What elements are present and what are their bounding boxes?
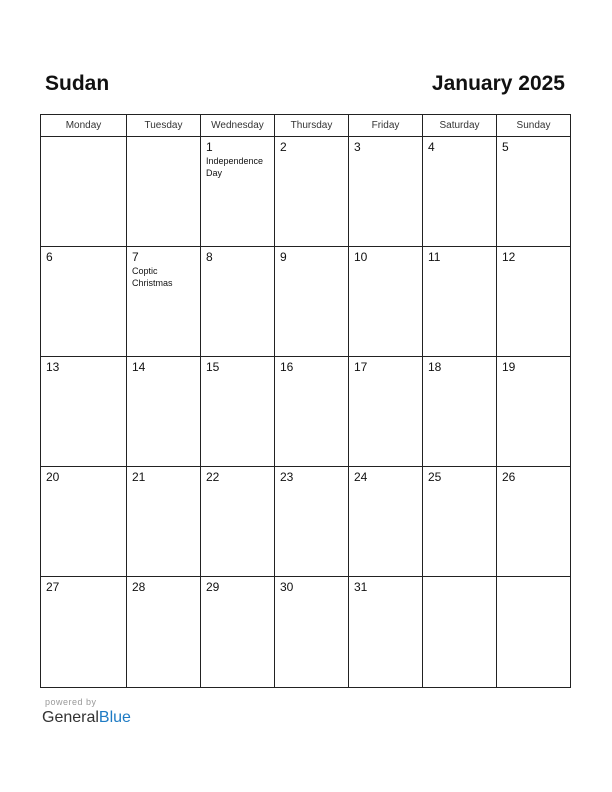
day-cell-tuesday [127, 137, 201, 247]
day-cell-saturday [423, 577, 497, 687]
day-cell-wednesday [201, 467, 275, 577]
day-number: 7 [132, 250, 139, 264]
day-number: 9 [280, 250, 287, 264]
holiday-label: Independence Day [206, 156, 264, 178]
logo-text-general: General [42, 709, 99, 726]
powered-by-label: powered by [45, 697, 97, 707]
day-number: 1 [206, 140, 213, 154]
generalblue-logo [42, 708, 131, 728]
day-number: 24 [354, 470, 368, 484]
day-cell-tuesday [127, 247, 201, 357]
day-cell-monday [41, 577, 127, 687]
day-number: 13 [46, 360, 60, 374]
day-number: 4 [428, 140, 435, 154]
month-year-title: January 2025 [431, 72, 565, 95]
logo-text-blue: Blue [98, 709, 131, 726]
day-cell-monday [41, 247, 127, 357]
day-cell-tuesday [127, 467, 201, 577]
day-cell-thursday [275, 467, 349, 577]
day-cell-friday [349, 137, 423, 247]
day-number: 10 [354, 250, 368, 264]
day-cell-sunday [497, 467, 570, 577]
day-cell-friday [349, 247, 423, 357]
day-cell-thursday [275, 577, 349, 687]
weekday-header-thursday: Thursday [275, 115, 349, 137]
day-number: 16 [280, 360, 294, 374]
day-cell-sunday [497, 137, 570, 247]
weekday-header-saturday: Saturday [423, 115, 497, 137]
day-number: 20 [46, 470, 60, 484]
day-cell-friday [349, 467, 423, 577]
weekday-header-wednesday: Wednesday [201, 115, 275, 137]
day-number: 31 [354, 580, 368, 594]
weekday-header-tuesday: Tuesday [127, 115, 201, 137]
day-number: 28 [132, 580, 146, 594]
day-number: 25 [428, 470, 442, 484]
day-number: 27 [46, 580, 60, 594]
day-number: 11 [428, 250, 441, 264]
day-cell-saturday [423, 137, 497, 247]
day-cell-sunday [497, 247, 570, 357]
day-number: 2 [280, 140, 287, 154]
day-cell-sunday [497, 357, 570, 467]
day-cell-wednesday [201, 247, 275, 357]
day-cell-friday [349, 577, 423, 687]
day-number: 5 [502, 140, 509, 154]
day-number: 21 [132, 470, 146, 484]
day-cell-monday [41, 357, 127, 467]
calendar-grid [40, 114, 571, 688]
day-cell-sunday [497, 577, 570, 687]
day-cell-thursday [275, 357, 349, 467]
day-number: 15 [206, 360, 220, 374]
day-cell-saturday [423, 467, 497, 577]
day-number: 29 [206, 580, 220, 594]
day-number: 12 [502, 250, 516, 264]
holiday-label: Coptic Christmas [132, 266, 173, 288]
day-number: 19 [502, 360, 516, 374]
day-cell-wednesday [201, 137, 275, 247]
day-cell-monday [41, 467, 127, 577]
day-cell-thursday [275, 247, 349, 357]
day-number: 3 [354, 140, 361, 154]
day-number: 22 [206, 470, 220, 484]
weekday-header-sunday: Sunday [497, 115, 570, 137]
day-cell-monday [41, 137, 127, 247]
weekday-header-monday: Monday [41, 115, 127, 137]
day-cell-tuesday [127, 577, 201, 687]
day-number: 23 [280, 470, 294, 484]
day-cell-wednesday [201, 357, 275, 467]
day-number: 8 [206, 250, 213, 264]
day-number: 6 [46, 250, 53, 264]
day-cell-wednesday [201, 577, 275, 687]
day-number: 14 [132, 360, 146, 374]
day-cell-friday [349, 357, 423, 467]
weekday-header-friday: Friday [349, 115, 423, 137]
day-number: 18 [428, 360, 442, 374]
country-title: Sudan [45, 72, 110, 95]
day-cell-thursday [275, 137, 349, 247]
day-number: 17 [354, 360, 368, 374]
day-cell-saturday [423, 357, 497, 467]
day-number: 26 [502, 470, 516, 484]
day-cell-saturday [423, 247, 497, 357]
day-cell-tuesday [127, 357, 201, 467]
day-number: 30 [280, 580, 294, 594]
